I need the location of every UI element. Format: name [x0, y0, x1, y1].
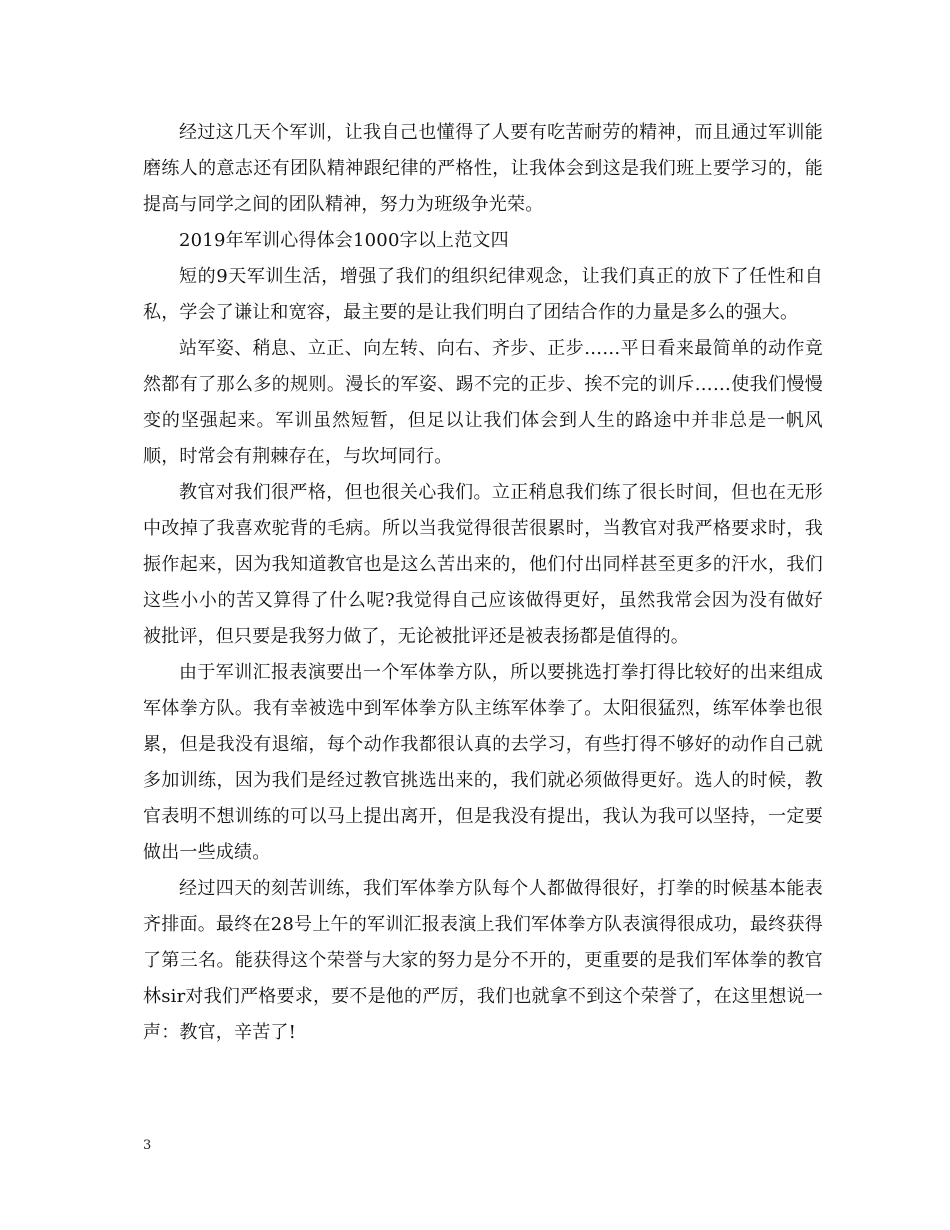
document-body: [143, 115, 823, 1051]
paragraph-3: 站军姿、稍息、立正、向左转、向右、齐步、正步……平日看来最简单的动作竟然都有了那么多的规则。漫长的军姿、踢不完的正步、挨不完的训斥……使我们慢慢变的坚强起来。军训虽然短暂，但足以让我们体会到人生的路途中并非总是一帆风顺，时常会有荆棘存在，与坎坷同行。: [143, 338, 823, 467]
paragraph-6: 经过四天的刻苦训练，我们军体拳方队每个人都做得很好，打拳的时候基本能表齐排面。最终在28号上午的军训汇报表演上我们军体拳方队表演得很成功，最终获得了第三名。能获得这个荣誉与大家的努力是分不开的，更重要的是我们军体拳的教官林sir对我们严格要求，要不是他的严厉，我们也就拿不到这个荣誉了，在这里想说一声：教官，辛苦了!: [143, 878, 823, 1043]
section-heading: 2019年军训心得体会1000字以上范文四: [179, 230, 509, 251]
page-number: 3: [143, 1138, 152, 1153]
paragraph-1: 经过这几天个军训，让我自己也懂得了人要有吃苦耐劳的精神，而且通过军训能磨练人的意志还有团队精神跟纪律的严格性，让我体会到这是我们班上要学习的，能提高与同学之间的团队精神，努力为班级争光荣。: [143, 122, 823, 215]
paragraph-4: 教官对我们很严格，但也很关心我们。立正稍息我们练了很长时间，但也在无形中改掉了我喜欢驼背的毛病。所以当我觉得很苦很累时，当教官对我严格要求时，我振作起来，因为我知道教官也是这么苦出来的，他们付出同样甚至更多的汗水，我们这些小小的苦又算得了什么呢?我觉得自己应该做得更好，虽然我常会因为没有做好被批评，但只要是我努力做了，无论被批评还是被表扬都是值得的。: [143, 482, 823, 647]
paragraph-5: 由于军训汇报表演要出一个军体拳方队，所以要挑选打拳打得比较好的出来组成军体拳方队。我有幸被选中到军体拳方队主练军体拳了。太阳很猛烈，练军体拳也很累，但是我没有退缩，每个动作我都很认真的去学习，有些打得不够好的动作自己就多加训练，因为我们是经过教官挑选出来的，我们就必须做得更好。选人的时候，教官表明不想训练的可以马上提出离开，但是我没有提出，我认为我可以坚持，一定要做出一些成绩。: [143, 662, 823, 863]
paragraph-2: 短的9天军训生活，增强了我们的组织纪律观念，让我们真正的放下了任性和自私，学会了谦让和宽容，最主要的是让我们明白了团结合作的力量是多么的强大。: [143, 266, 823, 323]
